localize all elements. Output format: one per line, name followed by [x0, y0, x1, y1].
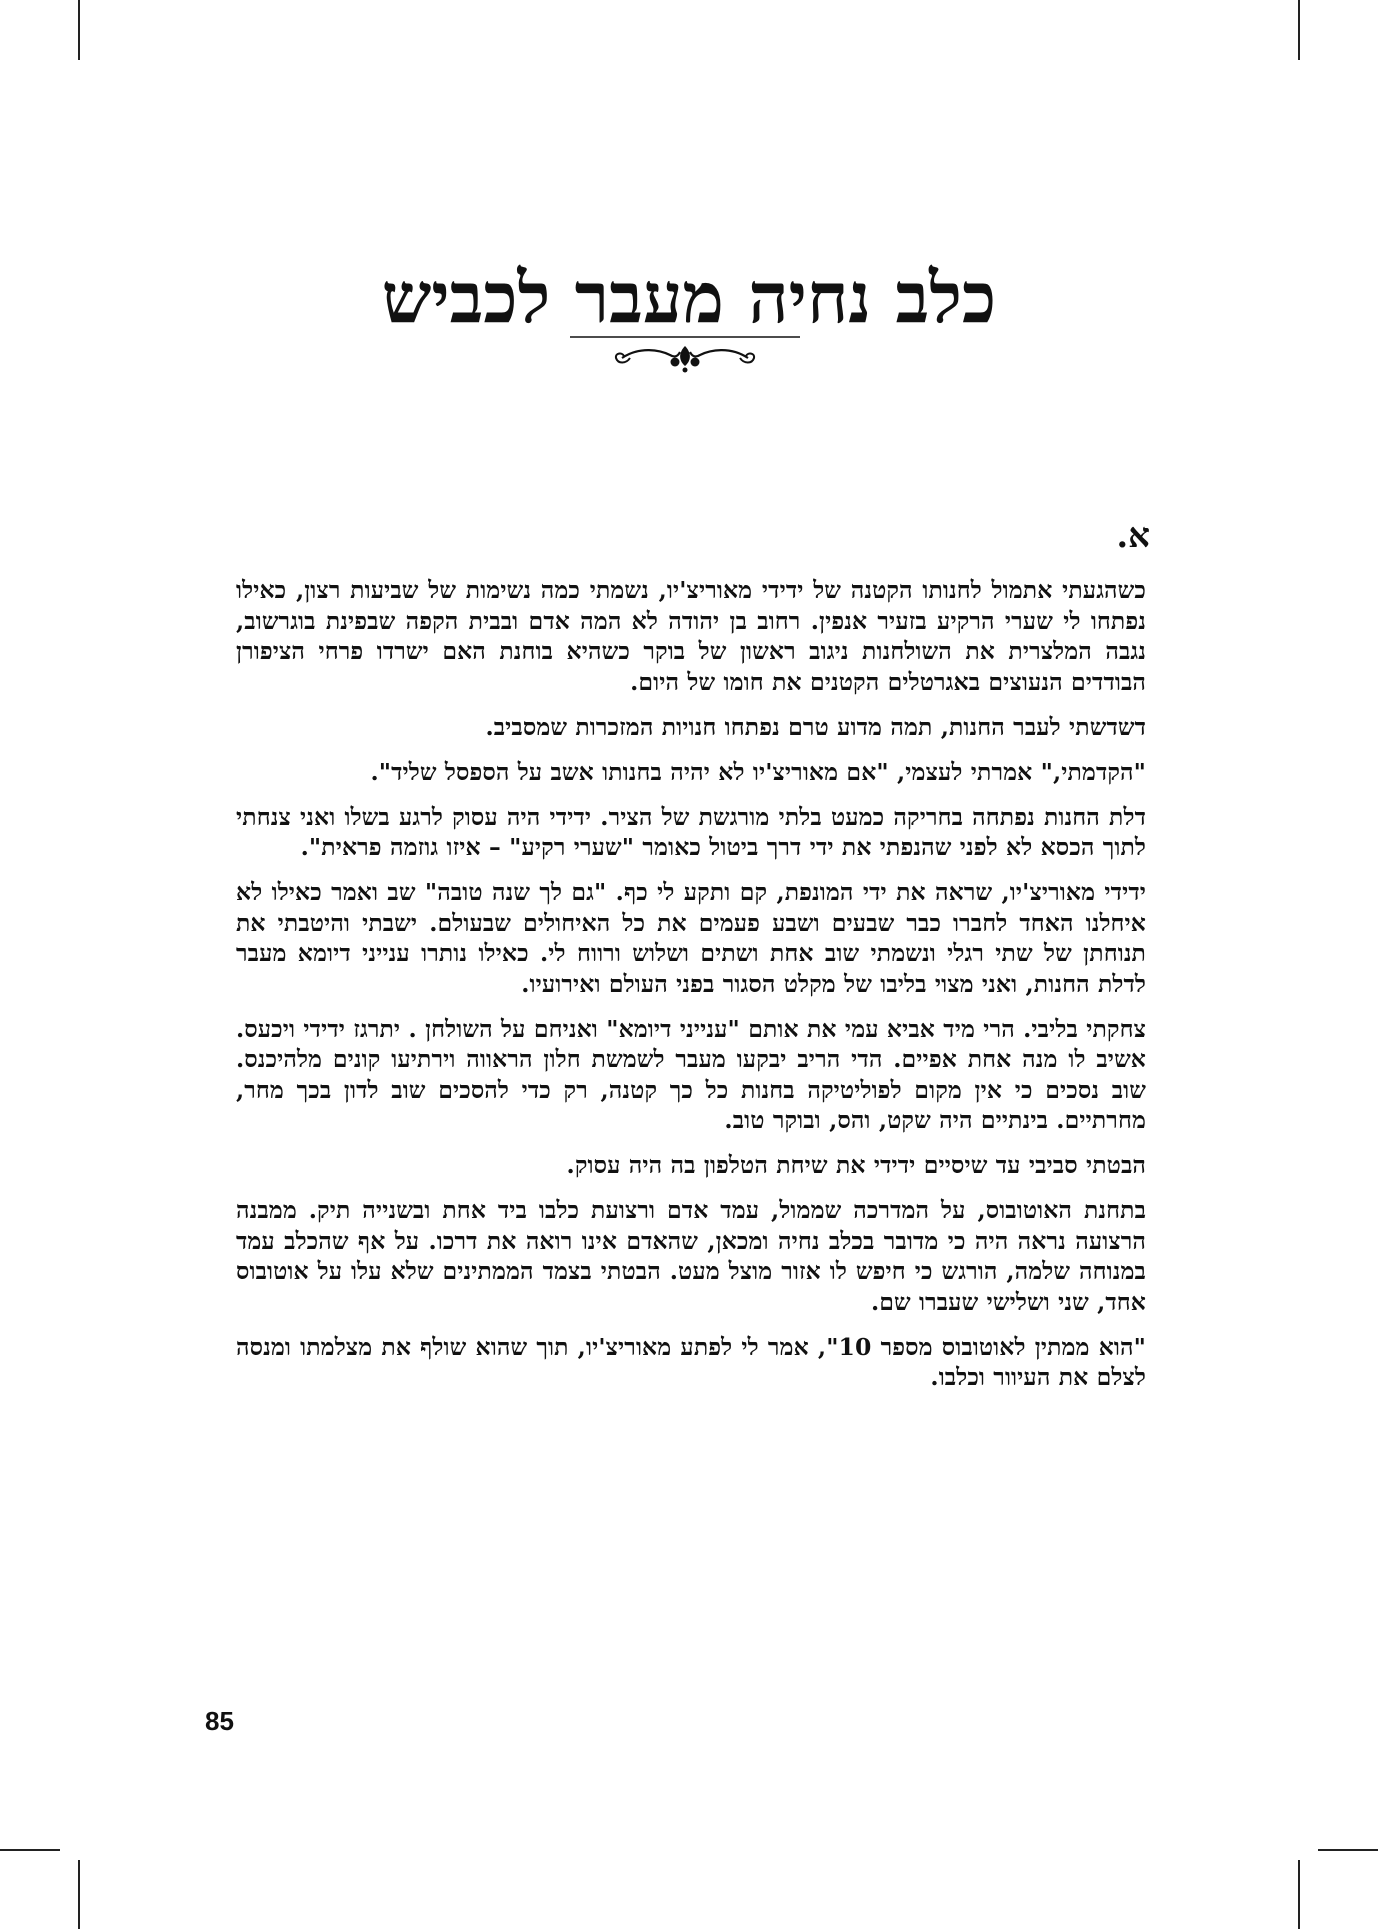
- paragraph: "הקדמתי," אמרתי לעצמי, "אם מאוריצ'יו לא יהיה בחנותו אשב על הספסל שליד".: [370, 757, 1146, 786]
- paragraph: כשהגעתי אתמול לחנותו הקטנה של ידידי מאוריצ'יו, נשמתי כמה נשימות של שביעות רצון, כאילו נפתחו לי שערי הרקיע בזעיר אנפין. רחוב בן יהודה לא המה אדם ובבית הקפה שבפינת בוגרשוב, נגבה המלצרית את השולחנות ניגוב ראשון של בוקר כשהיא בוחנת האם ישרדו פרחי הציפורן הבודדים הנעוצים באגרטלים הקטנים את חומו של היום.: [236, 576, 1146, 696]
- paragraph: "הוא ממתין לאוטובוס מספר 10", אמר לי לפתע מאוריצ'יו, תוך שהוא שולף את מצלמתו ומנסה לצלם את העיוור וכלבו.: [236, 1332, 1146, 1391]
- paragraph: בתחנת האוטובוס, על המדרכה שממול, עמד אדם ורצועת כלבו ביד אחת ובשנייה תיק. ממבנה הרצועה נראה היה כי מדובר בכלב נחיה ומכאן, שהאדם אינו רואה את דרכו. על אף שהכלב עמד במנוחה שלמה, הורגש כי חיפש לו אזור מוצל מעט. הבטתי בצמד הממתינים שלא עלו על אוטובוס אחד, שני ושלישי שעברו שם.: [236, 1196, 1146, 1316]
- flourish-ornament-icon: [560, 328, 810, 373]
- crop-mark-bottom-right: [1298, 1860, 1300, 1929]
- crop-mark-bottom-left: [78, 1860, 80, 1929]
- chapter-title: כלב נחיה מעבר לכביש: [381, 256, 997, 339]
- crop-mark-side-bottom-right: [1318, 1849, 1378, 1851]
- crop-mark-top-left: [78, 0, 80, 60]
- page-number: 85: [205, 1706, 234, 1736]
- section-letter: א.: [1116, 516, 1150, 556]
- body-text: [236, 575, 1146, 1407]
- paragraph: צחקתי בליבי. הרי מיד אביא עמי את אותם "ענייני דיומא" ואניחם על השולחן . יתרגז ידידי ויכעס. אשיב לו מנה אחת אפיים. הדי הריב יבקעו מעבר לשמשת חלון הראווה וירתיעו קונים מלהיכנס. שוב נסכים כי אין מקום לפוליטיקה בחנות כל כך קטנה, רק כדי להסכים שוב לדון בכך מחר, מחרתיים. בינתיים היה שקט, והס, ובוקר טוב.: [236, 1014, 1146, 1134]
- paragraph: הבטתי סביבי עד שיסיים ידידי את שיחת הטלפון בה היה עסוק.: [566, 1151, 1146, 1179]
- paragraph: דלת החנות נפתחה בחריקה כמעט בלתי מורגשת של הציר. ידידי היה עסוק לרגע בשלו ואני צנחתי לתוך הכסא לא לפני שהנפתי את ידי דרך ביטול כאומר "שערי רקיע" – איזו גוזמה פראית".: [236, 802, 1146, 861]
- paragraph: דשדשתי לעבר החנות, תמה מדוע טרם נפתחו חנויות המזכרות שמסביב.: [485, 712, 1146, 741]
- crop-mark-top-right: [1298, 0, 1300, 60]
- crop-mark-side-bottom-left: [0, 1849, 60, 1851]
- paragraph: ידידי מאוריצ'יו, שראה את ידי המונפת, קם ותקע לי כף. "גם לך שנה טובה" שב ואמר כאילו לא איחלנו האחד לחברו כבר שבעים ושבע פעמים את כל האיחולים שבעולם. ישבתי והיטבתי את תנוחתן של שתי רגלי ונשמתי שוב אחת ושתים ושלוש ורווח לי. כאילו נותרו ענייני דיומא מעבר לדלת החנות, ואני מצוי בליבו של מקלט הסגור בפני העולם ואירועיו.: [236, 878, 1146, 998]
